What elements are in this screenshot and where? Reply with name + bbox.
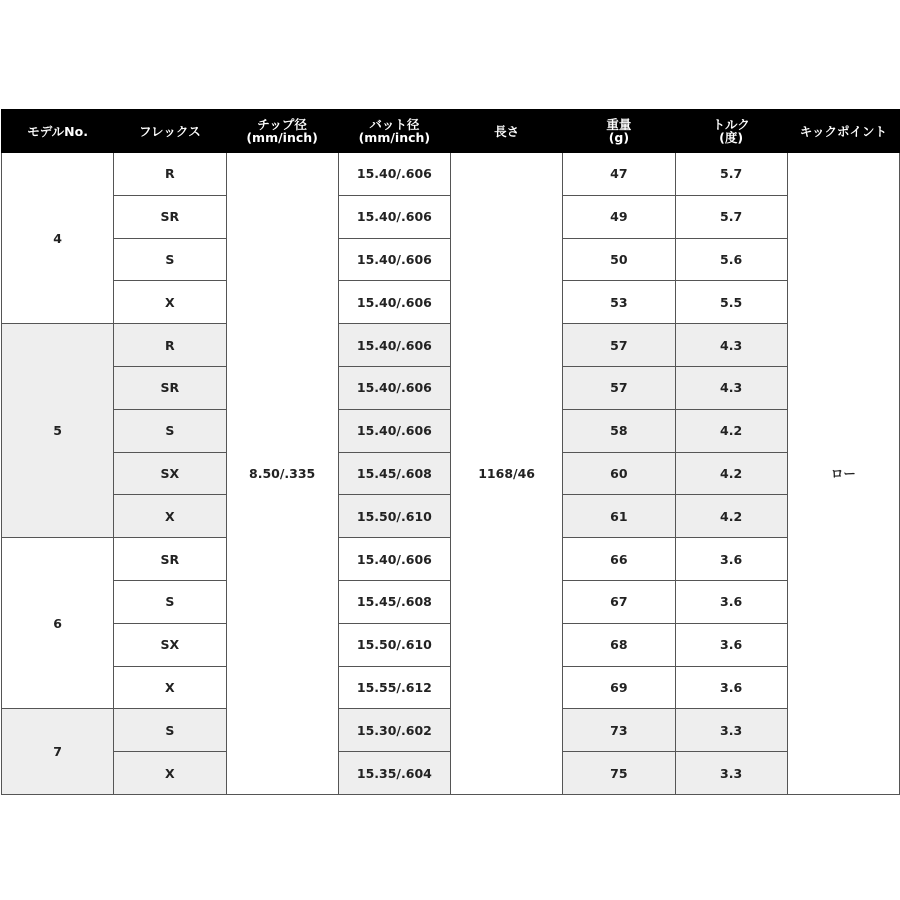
model-cell: 4 [2,153,114,324]
butt-cell: 15.40/.606 [338,195,450,238]
torque-cell: 4.2 [675,452,787,495]
torque-cell: 5.5 [675,281,787,324]
butt-cell: 15.50/.610 [338,623,450,666]
weight-cell: 57 [563,324,675,367]
flex-cell: X [114,666,226,709]
flex-cell: R [114,153,226,196]
header-kickpoint: キックポイント [787,110,899,153]
flex-cell: SR [114,195,226,238]
torque-cell: 3.6 [675,580,787,623]
butt-cell: 15.40/.606 [338,366,450,409]
butt-cell: 15.30/.602 [338,709,450,752]
butt-cell: 15.50/.610 [338,495,450,538]
torque-cell: 4.2 [675,495,787,538]
weight-cell: 53 [563,281,675,324]
weight-cell: 49 [563,195,675,238]
torque-cell: 4.3 [675,366,787,409]
tip-cell: 8.50/.335 [226,153,338,795]
torque-cell: 3.3 [675,752,787,795]
length-cell: 1168/46 [451,153,563,795]
butt-cell: 15.40/.606 [338,538,450,581]
header-tip: チップ径 (mm/inch) [226,110,338,153]
flex-cell: R [114,324,226,367]
flex-cell: X [114,281,226,324]
weight-cell: 47 [563,153,675,196]
weight-cell: 75 [563,752,675,795]
butt-cell: 15.40/.606 [338,281,450,324]
flex-cell: S [114,238,226,281]
torque-cell: 4.2 [675,409,787,452]
model-cell: 5 [2,324,114,538]
flex-cell: SX [114,623,226,666]
header-length: 長さ [451,110,563,153]
flex-cell: SR [114,366,226,409]
flex-cell: S [114,580,226,623]
kickpoint-cell: ロー [787,153,899,795]
weight-cell: 57 [563,366,675,409]
header-butt: バット径 (mm/inch) [338,110,450,153]
flex-cell: SR [114,538,226,581]
flex-cell: X [114,752,226,795]
header-row [2,110,900,153]
weight-cell: 58 [563,409,675,452]
weight-cell: 66 [563,538,675,581]
butt-cell: 15.40/.606 [338,238,450,281]
butt-cell: 15.40/.606 [338,409,450,452]
butt-cell: 15.45/.608 [338,580,450,623]
torque-cell: 5.7 [675,153,787,196]
header-torque: トルク (度) [675,110,787,153]
weight-cell: 60 [563,452,675,495]
butt-cell: 15.40/.606 [338,153,450,196]
spec-table [1,109,900,795]
flex-cell: SX [114,452,226,495]
weight-cell: 50 [563,238,675,281]
weight-cell: 68 [563,623,675,666]
flex-cell: X [114,495,226,538]
header-weight: 重量 (g) [563,110,675,153]
butt-cell: 15.40/.606 [338,324,450,367]
butt-cell: 15.45/.608 [338,452,450,495]
flex-cell: S [114,409,226,452]
torque-cell: 5.7 [675,195,787,238]
weight-cell: 69 [563,666,675,709]
flex-cell: S [114,709,226,752]
torque-cell: 3.6 [675,666,787,709]
butt-cell: 15.35/.604 [338,752,450,795]
header-flex: フレックス [114,110,226,153]
model-cell: 6 [2,538,114,709]
weight-cell: 67 [563,580,675,623]
weight-cell: 61 [563,495,675,538]
torque-cell: 3.6 [675,538,787,581]
torque-cell: 5.6 [675,238,787,281]
table-row [2,153,900,196]
header-model: モデルNo. [2,110,114,153]
torque-cell: 3.6 [675,623,787,666]
model-cell: 7 [2,709,114,795]
butt-cell: 15.55/.612 [338,666,450,709]
weight-cell: 73 [563,709,675,752]
torque-cell: 4.3 [675,324,787,367]
torque-cell: 3.3 [675,709,787,752]
